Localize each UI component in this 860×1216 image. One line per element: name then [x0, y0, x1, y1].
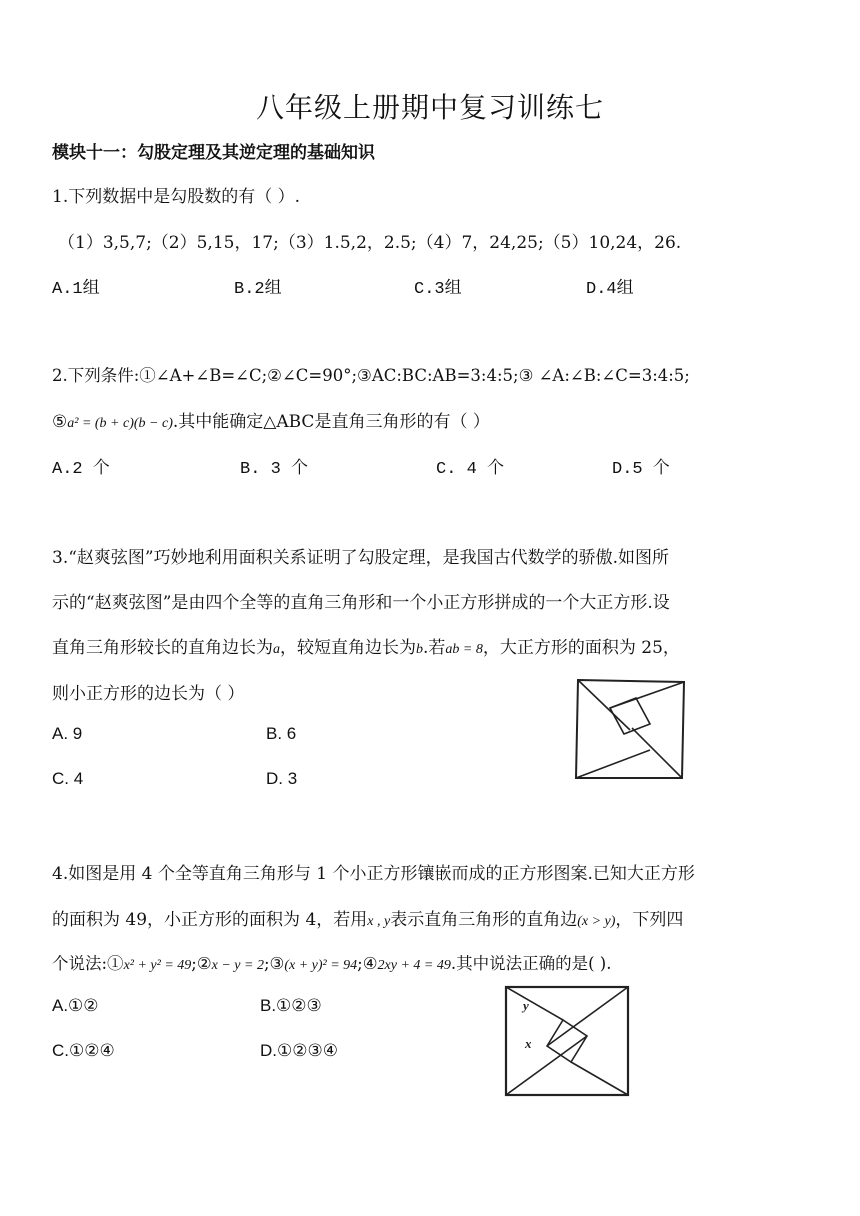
q3-text: ，大正方形的面积为 25，: [482, 638, 680, 658]
q2-line2: [52, 407, 490, 432]
q3-var-b: b: [416, 642, 423, 657]
q3-line1: 3.“赵爽弦图”巧妙地利用面积关系证明了勾股定理，是我国古代数学的骄傲.如图所: [52, 548, 670, 568]
q4-condition: (x > y): [577, 914, 616, 929]
q3-text: ，较短直角边长为: [280, 638, 416, 658]
q4-text: ;④: [357, 954, 378, 973]
q2-option-d: D.5 个: [612, 460, 670, 479]
section-heading: 模块十一：勾股定理及其逆定理的基础知识: [52, 143, 375, 163]
q4-line1: 4.如图是用 4 个全等直角三角形与 1 个小正方形镶嵌而成的正方形图案.已知大正方形: [52, 864, 695, 884]
q2-line2-suffix: .其中能确定△ABC是直角三角形的有（ ）: [172, 412, 490, 432]
q1-option-a: A.1组: [52, 280, 100, 299]
q3-option-c: C. 4: [52, 769, 84, 788]
q4-option-c: C.①②④: [52, 1041, 115, 1060]
q4-option-a: A.①②: [52, 996, 99, 1015]
q4-option-d: D.①②③④: [260, 1041, 338, 1060]
q3-condition: ab = 8: [445, 642, 483, 657]
q3-line4: 则小正方形的边长为（ ）: [52, 684, 245, 704]
q2-option-c: C. 4 个: [436, 460, 505, 479]
q3-option-b: B. 6: [266, 724, 297, 743]
q4-text: 个说法:①: [52, 954, 124, 973]
q4-text: ;②: [191, 954, 212, 973]
fig-label-y: y: [523, 998, 529, 1013]
q4-statement-4: 2xy + 4 = 49: [377, 958, 451, 973]
q4-statement-2: x − y = 2: [211, 958, 264, 973]
q4-option-b: B.①②③: [260, 996, 322, 1015]
q4-statement-1: x² + y² = 49: [123, 958, 192, 973]
q2-line1: 2.下列条件:①∠A+∠B=∠C;②∠C=90°;③AC:BC:AB=3:4:5;③ ∠A:∠B:∠C=3:4:5;: [52, 366, 690, 385]
pinwheel-square-figure: [503, 984, 631, 1098]
q2-formula: a² = (b + c)(b − c): [67, 416, 173, 431]
q3-var-a: a: [273, 642, 280, 657]
q2-marker: ⑤: [52, 412, 68, 432]
q4-text: ;③: [263, 954, 285, 973]
q2-option-a: A.2 个: [52, 460, 110, 479]
q3-line2: 示的“赵爽弦图”是由四个全等的直角三角形和一个小正方形拼成的一个大正方形.设: [52, 593, 670, 613]
q3-text: 直角三角形较长的直角边长为: [52, 638, 273, 658]
q4-statement-3: (x + y)² = 94: [284, 958, 358, 973]
q1-option-d: D.4组: [586, 280, 634, 299]
q4-text: 表示直角三角形的直角边: [390, 910, 578, 930]
q1-data: （1）3,5,7;（2）5,15，17;（3）1.5,2，2.5;（4）7，24,25;（5）10,24，26.: [58, 233, 682, 253]
q4-vars: x , y: [367, 914, 391, 929]
q4-text: 的面积为 49，小正方形的面积为 4，若用: [52, 910, 368, 930]
q3-option-d: D. 3: [266, 769, 298, 788]
q1-option-c: C.3组: [414, 280, 462, 299]
fig-label-x: x: [525, 1036, 532, 1051]
q4-text: ，下列四: [615, 910, 684, 930]
q3-text: .若: [423, 638, 446, 658]
q3-line3: [52, 633, 680, 658]
q4-line3: [52, 950, 611, 974]
q4-line2: [52, 905, 683, 930]
q1-option-b: B.2组: [234, 280, 282, 299]
q1-stem: 1.下列数据中是勾股数的有（ ）.: [52, 187, 301, 207]
q2-option-b: B. 3 个: [240, 460, 309, 479]
q3-option-a: A. 9: [52, 724, 83, 743]
page-title: 八年级上册期中复习训练七: [255, 91, 604, 124]
zhao-shuang-figure: [574, 676, 688, 782]
q4-text: .其中说法正确的是( ).: [450, 954, 612, 973]
